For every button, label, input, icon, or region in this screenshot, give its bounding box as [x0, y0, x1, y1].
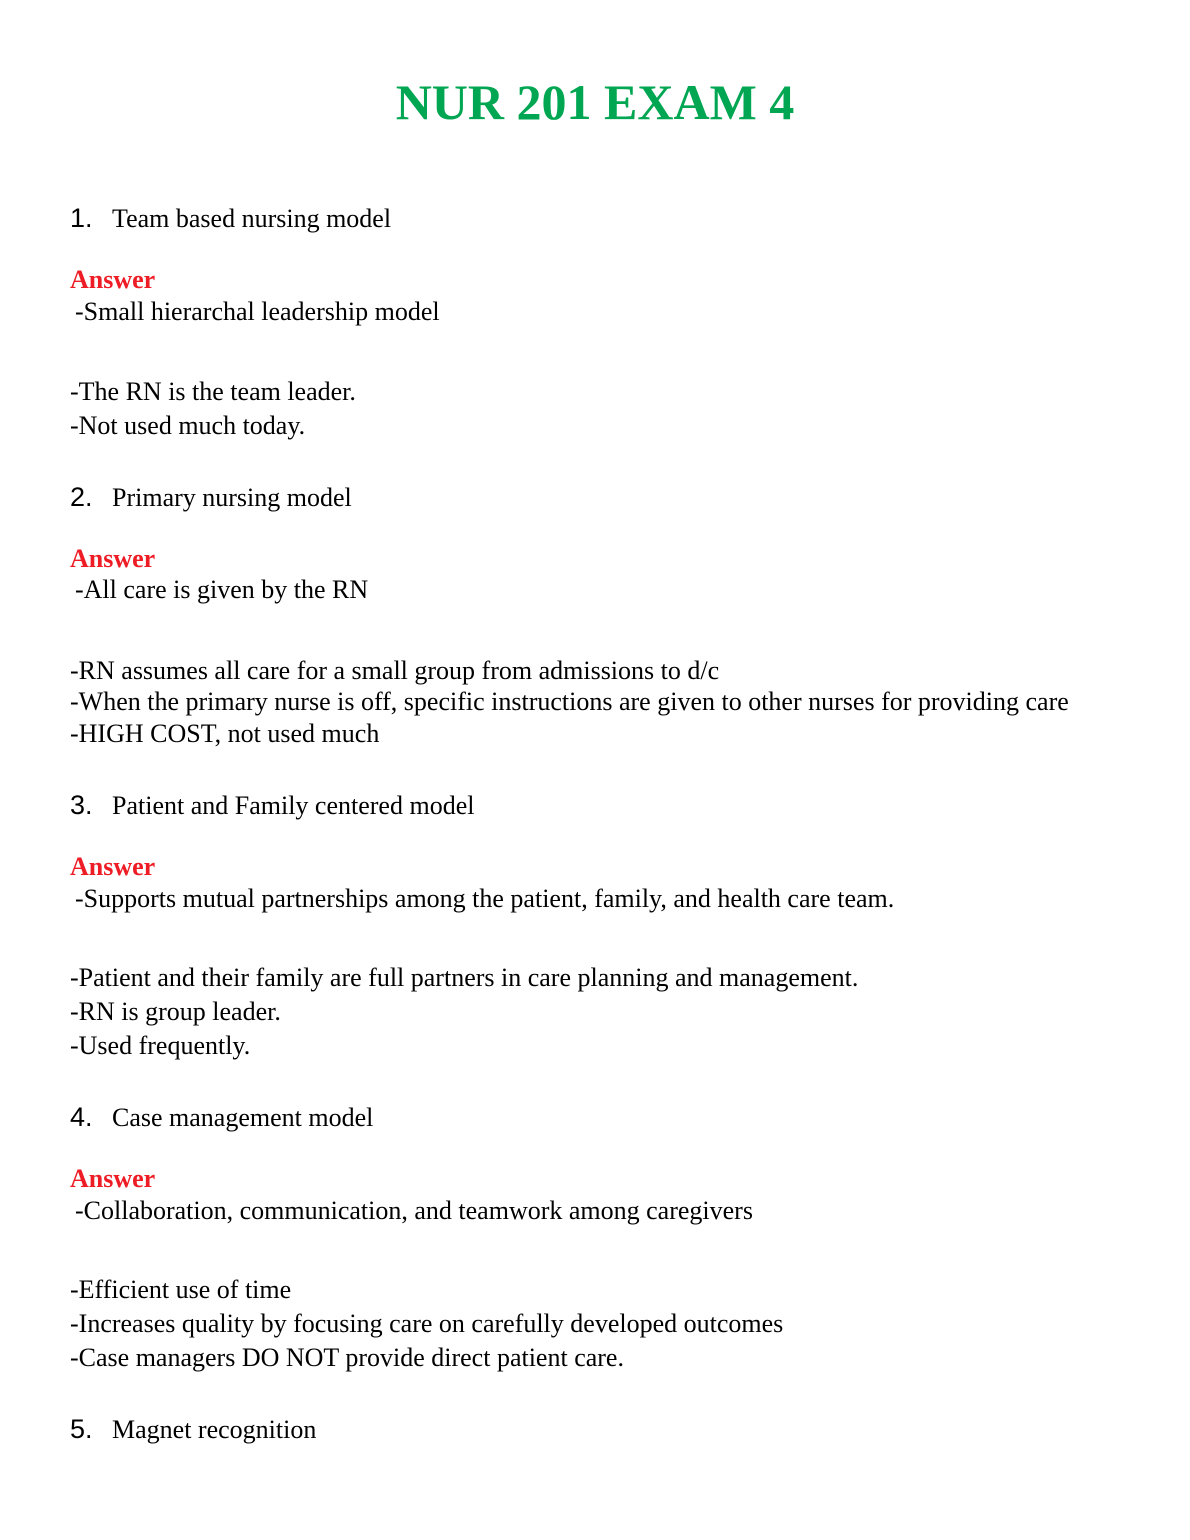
answer-detail: -HIGH COST, not used much	[70, 719, 380, 748]
question-text: Team based nursing model	[112, 204, 392, 233]
question-text: Magnet recognition	[112, 1415, 317, 1444]
answer-line: -All care is given by the RN	[75, 575, 369, 604]
answer-line: -Collaboration, communication, and teamwork among caregivers	[75, 1196, 753, 1225]
answer-label: Answer	[70, 1164, 156, 1193]
question-number: 5.	[70, 1414, 93, 1444]
question-text: Primary nursing model	[112, 483, 352, 512]
question-number: 1.	[70, 203, 93, 233]
question-number: 2.	[70, 482, 93, 512]
answer-label: Answer	[70, 852, 156, 881]
answer-detail: -RN is group leader.	[70, 997, 281, 1026]
page-title: NUR 201 EXAM 4	[395, 74, 795, 130]
answer-label: Answer	[70, 544, 156, 573]
answer-line: -Supports mutual partnerships among the patient, family, and health care team.	[75, 884, 895, 913]
question-2	[70, 481, 352, 514]
answer-detail: -When the primary nurse is off, specific instructions are given to other nurses for providing care	[70, 687, 1069, 716]
question-1	[70, 202, 391, 235]
answer-detail: -Not used much today.	[70, 411, 306, 440]
answer-label: Answer	[70, 265, 156, 294]
answer-detail: -Case managers DO NOT provide direct patient care.	[70, 1343, 624, 1372]
answer-detail: -The RN is the team leader.	[70, 377, 356, 406]
question-text: Patient and Family centered model	[112, 791, 475, 820]
answer-detail: -RN assumes all care for a small group from admissions to d/c	[70, 656, 720, 685]
question-number: 3.	[70, 790, 93, 820]
question-number: 4.	[70, 1102, 93, 1132]
answer-detail: -Efficient use of time	[70, 1275, 292, 1304]
question-4	[70, 1101, 373, 1134]
question-3	[70, 789, 474, 822]
question-text: Case management model	[112, 1103, 374, 1132]
answer-detail: -Increases quality by focusing care on carefully developed outcomes	[70, 1309, 784, 1338]
question-5	[70, 1413, 316, 1446]
answer-detail: -Patient and their family are full partners in care planning and management.	[70, 963, 859, 992]
answer-detail: -Used frequently.	[70, 1031, 251, 1060]
answer-line: -Small hierarchal leadership model	[75, 297, 440, 326]
